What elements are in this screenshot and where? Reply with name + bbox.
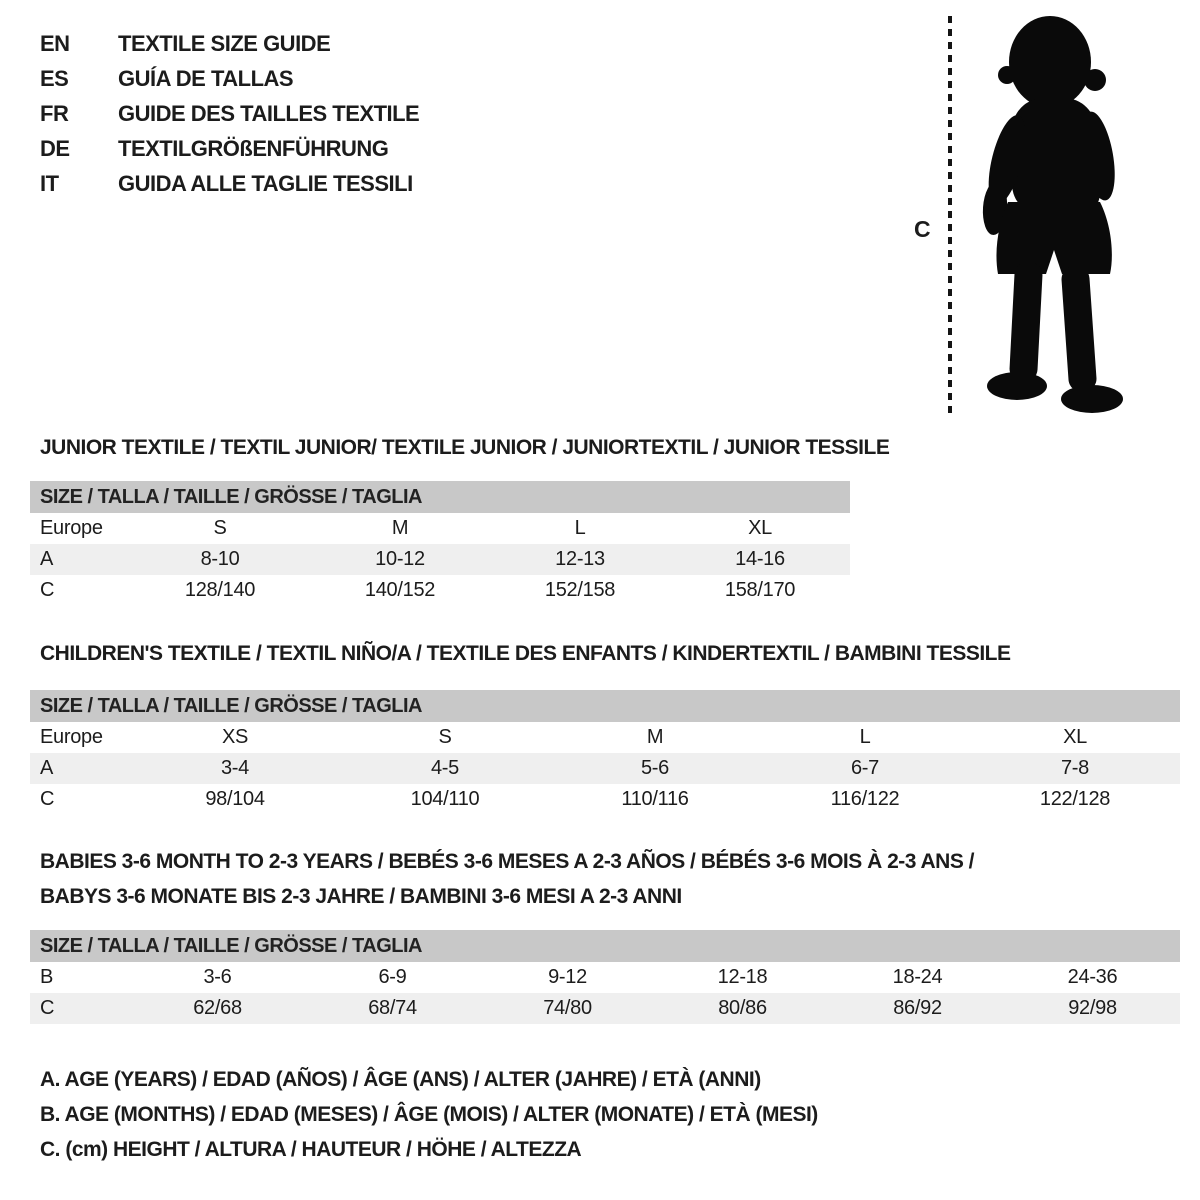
language-title: TEXTILGRÖßENFÜHRUNG [118,135,389,161]
cell-value: 122/128 [1039,788,1111,810]
cell-value: 3-6 [203,966,232,988]
size-column-header: S [438,726,452,748]
measurement-legend [40,1062,818,1167]
table-row-height [30,784,1180,815]
cell-value: 158/170 [724,579,796,601]
legend-line-b: B. AGE (MONTHS) / EDAD (MESES) / ÂGE (MOIS) / ALTER (MONATE) / ETÀ (MESI) [40,1103,818,1126]
row-label: B [40,966,54,988]
junior-section-title: JUNIOR TEXTILE / TEXTIL JUNIOR/ TEXTILE JUNIOR / JUNIORTEXTIL / JUNIOR TESSILE [40,436,890,459]
row-label: A [40,548,54,570]
table-row-europe [30,722,1180,753]
height-measure-label: C [914,216,931,242]
size-column-header: XS [221,726,249,748]
language-code: ES [40,65,69,91]
size-column-header: XL [1063,726,1087,748]
table-row-europe [30,513,850,544]
cell-value: 7-8 [1060,757,1089,779]
cell-value: 140/152 [364,579,436,601]
cell-value: 3-4 [220,757,249,779]
babies-size-table [30,930,1180,1024]
cell-value: 116/122 [830,788,900,810]
legend-line-a: A. AGE (YEARS) / EDAD (AÑOS) / ÂGE (ANS) / ALTER (JAHRE) / ETÀ (ANNI) [40,1068,761,1091]
cell-value: 110/116 [621,788,689,810]
row-label: Europe [40,726,103,748]
cell-value: 80/86 [718,997,767,1019]
babies-size-header-bar: SIZE / TALLA / TAILLE / GRÖSSE / TAGLIA [30,930,1180,962]
language-row-en [40,26,419,61]
cell-value: 92/98 [1068,997,1117,1019]
babies-title-line-2: BABYS 3-6 MONATE BIS 2-3 JAHRE / BAMBINI 3-6 MESI A 2-3 ANNI [40,885,682,908]
table-row-age [30,544,850,575]
language-title-list [40,26,419,201]
cell-value: 128/140 [184,579,256,601]
babies-section-title [40,844,974,914]
cell-value: 5-6 [640,757,669,779]
legend-line-c: C. (cm) HEIGHT / ALTURA / HAUTEUR / HÖHE / ALTEZZA [40,1138,582,1161]
language-row-es [40,61,419,96]
cell-value: 10-12 [375,548,425,570]
table-row-age [30,753,1180,784]
size-column-header: L [859,726,871,748]
language-title: TEXTILE SIZE GUIDE [118,30,331,56]
silhouette-leg-left [1009,261,1043,382]
cell-value: 6-7 [850,757,879,779]
language-code: FR [40,100,69,126]
row-label: C [40,788,55,810]
table-row-height [30,993,1180,1024]
size-column-header: M [391,517,409,539]
language-row-fr [40,96,419,131]
silhouette-shorts [996,202,1111,274]
language-code: IT [40,170,59,196]
cell-value: 12-18 [717,966,768,988]
children-size-header-bar: SIZE / TALLA / TAILLE / GRÖSSE / TAGLIA [30,690,1180,722]
junior-size-table [30,481,850,606]
row-label: C [40,579,55,601]
cell-value: 152/158 [544,579,616,601]
cell-value: 14-16 [735,548,785,570]
language-code: DE [40,135,70,161]
language-row-it [40,166,419,201]
cell-value: 6-9 [378,966,407,988]
silhouette-head [1009,16,1091,108]
cell-value: 62/68 [193,997,242,1019]
silhouette-foot-left [987,372,1047,400]
row-label: A [40,757,54,779]
row-label: Europe [40,517,103,539]
cell-value: 8-10 [200,548,240,570]
cell-value: 98/104 [205,788,265,810]
size-column-header: M [646,726,664,748]
silhouette-foot-right [1061,385,1123,413]
children-section-title: CHILDREN'S TEXTILE / TEXTIL NIÑO/A / TEXTILE DES ENFANTS / KINDERTEXTIL / BAMBINI TESSILE [40,642,1011,665]
height-measure-figure [900,0,1160,430]
silhouette-ear-right [1084,69,1106,91]
cell-value: 18-24 [892,966,943,988]
children-size-table [30,690,1180,815]
babies-title-line-1: BABIES 3-6 MONTH TO 2-3 YEARS / BEBÉS 3-6 MESES A 2-3 AÑOS / BÉBÉS 3-6 MOIS À 2-3 ANS / [40,850,975,873]
cell-value: 4-5 [430,757,459,779]
toddler-silhouette-image [962,12,1140,416]
cell-value: 104/110 [410,788,480,810]
table-row-age-months [30,962,1180,993]
cell-value: 86/92 [893,997,942,1019]
silhouette-leg-right [1061,265,1098,393]
language-title: GUIDA ALLE TAGLIE TESSILI [118,170,413,196]
table-row-height [30,575,850,606]
cell-value: 68/74 [368,997,417,1019]
language-row-de [40,131,419,166]
language-code: EN [40,30,70,56]
size-column-header: L [574,517,586,539]
language-title: GUIDE DES TAILLES TEXTILE [118,100,420,126]
language-title: GUÍA DE TALLAS [118,65,294,91]
size-column-header: XL [748,517,772,539]
cell-value: 9-12 [548,966,587,988]
size-column-header: S [213,517,227,539]
junior-size-header-bar: SIZE / TALLA / TAILLE / GRÖSSE / TAGLIA [30,481,850,513]
cell-value: 12-13 [555,548,605,570]
height-measure-dotted-line [948,16,952,416]
silhouette-ear-left [998,66,1016,84]
cell-value: 24-36 [1067,966,1118,988]
row-label: C [40,997,55,1019]
cell-value: 74/80 [543,997,592,1019]
